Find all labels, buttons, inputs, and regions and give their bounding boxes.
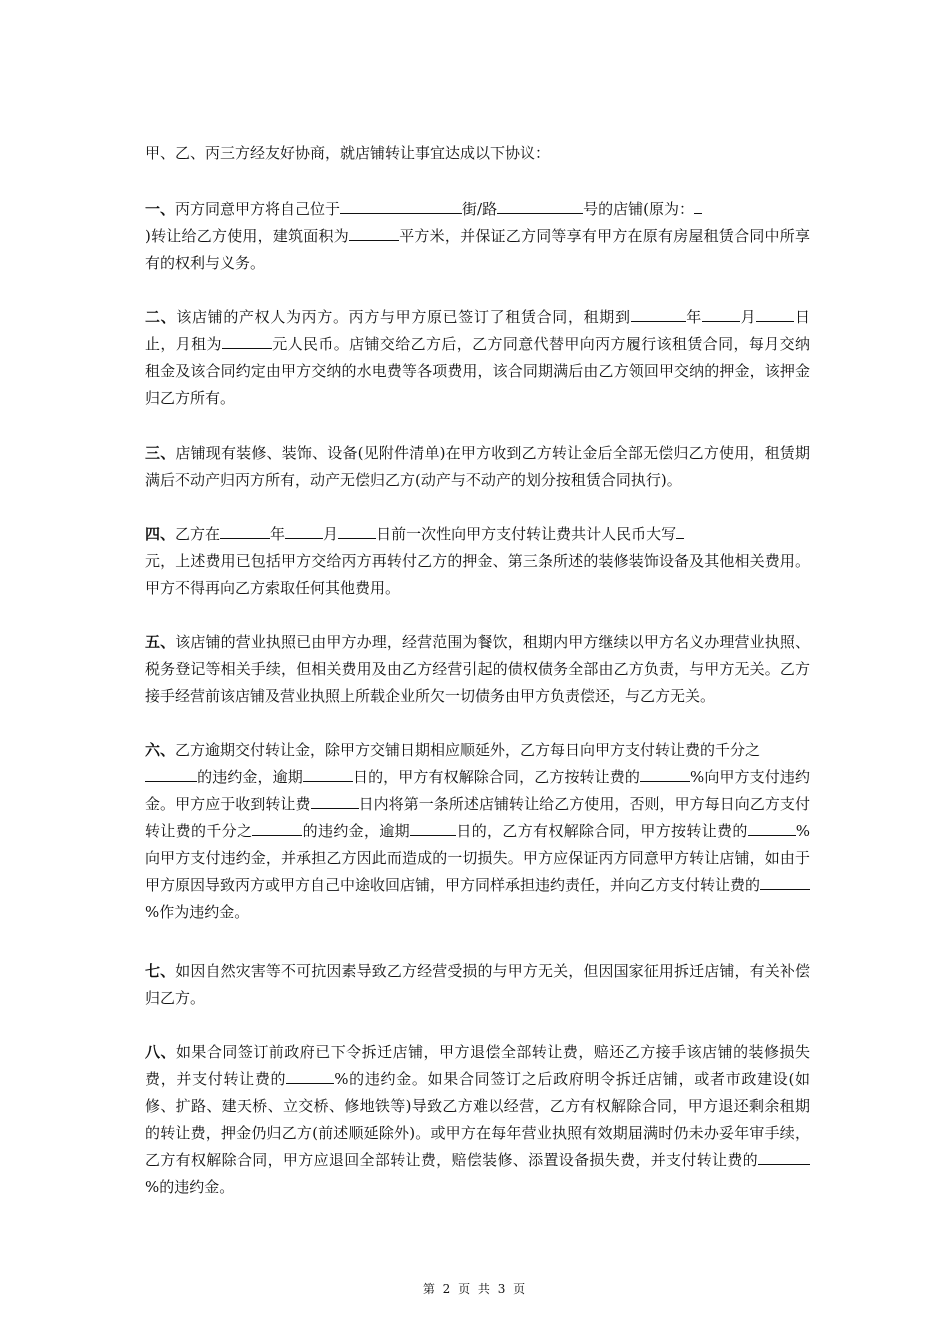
blank-field [676,524,684,539]
clause-number: 七、 [145,962,176,980]
blank-field [694,199,702,214]
blank-field [497,199,583,214]
intro-paragraph: 甲、乙、丙三方经友好协商，就店铺转让事宜达成以下协议： [145,144,551,162]
clause-2: 二、该店铺的产权人为丙方。丙方与甲方原已签订了租赁合同，租期到 年 月 日止，月租为 元人民币。店铺交给乙方后，乙方同意代替甲向丙方履行该租赁合同，每月交纳租金及该合同约定由甲方交纳的水电费等各项费用，该合同期满后由乙方领回甲交纳的押金，该押金归乙方所有。 [145,308,810,407]
clause-4: 四、乙方在 年 月 日前一次性向甲方支付转让费共计人民币大写 元，上述费用已包括甲方交给丙方再转付乙方的押金、第三条所述的装修装饰设备及其他相关费用。甲方不得再向乙方索取任何其他费用。 [145,525,810,597]
blank-field [285,524,323,539]
blank-field [702,307,740,322]
clause-number: 二、 [145,308,177,326]
blank-field [631,307,686,322]
clause-number: 一、 [145,200,176,218]
clause-number: 三、 [145,444,176,462]
clause-3: 三、店铺现有装修、装饰、设备(见附件清单)在甲方收到乙方转让金后全部无偿归乙方使用，租赁期满后不动产归丙方所有，动产无偿归乙方(动产与不动产的划分按租赁合同执行)。 [145,444,810,489]
clause-8: 八、如果合同签订前政府已下令拆迁店铺，甲方退偿全部转让费，赔还乙方接手该店铺的装修损失费，并支付转让费的 %的违约金。如果合同签订之后政府明令拆迁店铺，或者市政建设(如修、扩路、建天桥、立交桥、修地铁等)导致乙方难以经营，乙方有权解除合同，甲方退还剩余租期的转让费，押金仍归乙方(前述顺延除外)。或甲方在每年营业执照有效期届满时仍未办妥年审手续，乙方有权解除合同，甲方应退回全部转让费，赔偿装修、添置设备损失费，并支付转让费的%的违约金。 [145,1043,810,1196]
clause-number: 八、 [145,1043,176,1061]
clause-number: 四、 [145,525,176,543]
blank-field [760,875,810,890]
blank-field [222,334,272,349]
blank-field [756,307,794,322]
clause-6: 六、乙方逾期交付转让金，除甲方交铺日期相应顺延外，乙方每日向甲方支付转让费的千分之 的违约金，逾期 日的，甲方有权解除合同，乙方按转让费的 %向甲方支付违约金。甲方应于收到转让费 日内将第一条所述店铺转让给乙方使用，否则，甲方每日向乙方支付转让费的千分之 的违约金，逾期 日的，乙方有权解除合同，甲方按转让费的 %向甲方支付违约金，并承担乙方因此而造成的一切损失。甲方应保证丙方同意甲方转让店铺，如由于甲方原因导致丙方或甲方自己中途收回店铺，甲方同样承担违约责任，并向乙方支付转让费的%作为违约金。 [145,741,810,921]
blank-field [340,199,462,214]
blank-field [252,821,302,836]
blank-field [640,767,690,782]
blank-field [349,226,399,241]
blank-field [286,1069,334,1084]
blank-field [303,767,353,782]
blank-field [311,794,359,809]
blank-field [145,767,197,782]
blank-field [748,821,796,836]
blank-field [758,1150,810,1165]
blank-field [338,524,376,539]
page-footer: 第 2 页 共 3 页 [422,1282,528,1296]
clause-5: 五、该店铺的营业执照已由甲方办理，经营范围为餐饮，租期内甲方继续以甲方名义办理营业执照、税务登记等相关手续，但相关费用及由乙方经营引起的债权债务全部由乙方负责，与甲方无关。乙方接手经营前该店铺及营业执照上所载企业所欠一切债务由甲方负责偿还，与乙方无关。 [145,633,810,705]
blank-field [410,821,456,836]
clause-number: 六、 [145,741,176,759]
clause-number: 五、 [145,633,176,651]
blank-field [220,524,270,539]
clause-7: 七、如因自然灾害等不可抗因素导致乙方经营受损的与甲方无关，但因国家征用拆迁店铺，有关补偿归乙方。 [145,962,810,1007]
clause-1: 一、丙方同意甲方将自己位于 街/路 号的店铺(原为： )转让给乙方使用，建筑面积为 平方米，并保证乙方同等享有甲方在原有房屋租赁合同中所享有的权利与义务。 [145,200,810,272]
